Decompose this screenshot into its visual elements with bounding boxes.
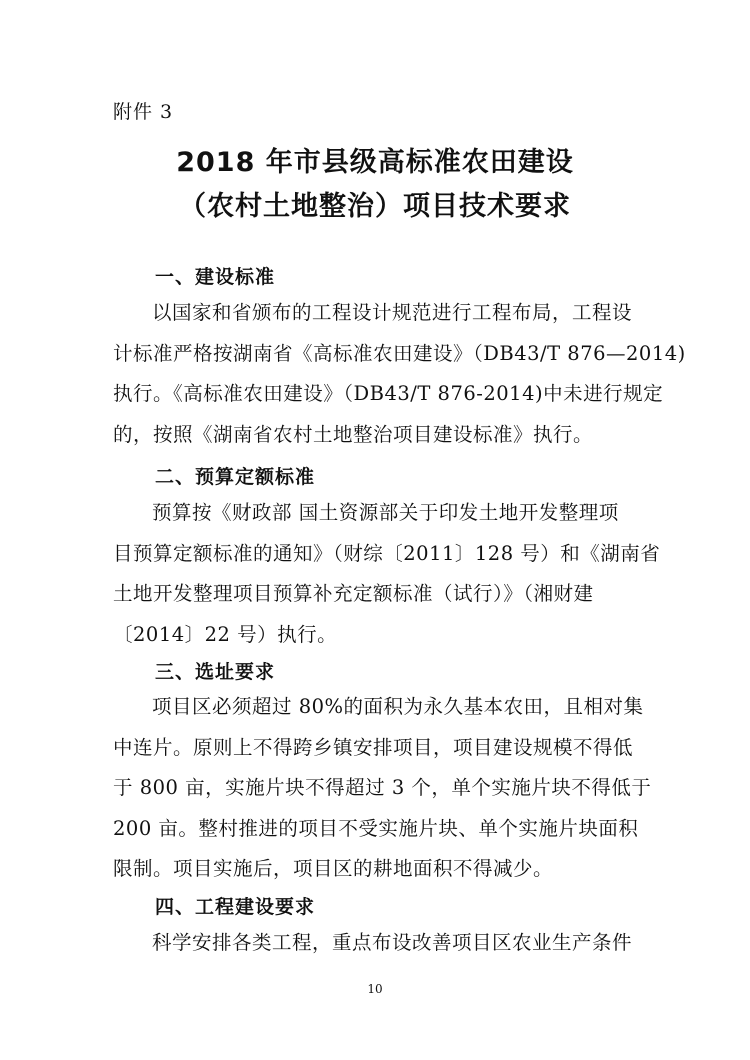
paragraph-line: 预算按《财政部 国土资源部关于印发土地开发整理项 xyxy=(152,501,619,524)
paragraph-line: 执行。《高标准农田建设》（DB43/T 876-2014)中未进行规定 xyxy=(113,382,664,405)
section-heading-engineering: 四、工程建设要求 xyxy=(155,896,316,918)
paragraph-line: 项目区必须超过 80%的面积为永久基本农田，且相对集 xyxy=(152,695,644,718)
section-heading-site-selection: 三、选址要求 xyxy=(155,661,276,683)
paragraph-line: 中连片。原则上不得跨乡镇安排项目，项目建设规模不得低 xyxy=(113,735,634,759)
section-body-site-selection xyxy=(113,687,652,890)
paragraph-line: 于 800 亩，实施片块不得超过 3 个，单个实施片块不得低于 xyxy=(113,776,652,799)
paragraph-line: 计标准严格按湖南省《高标准农田建设》（DB43/T 876—2014) xyxy=(113,341,686,365)
section-heading-standards: 一、建设标准 xyxy=(155,266,276,288)
document-title-line-2: （农村土地整治）项目技术要求 xyxy=(179,191,571,222)
paragraph-line: 的，按照《湖南省农村土地整治项目建设标准》执行。 xyxy=(113,422,594,446)
paragraph-line: 200 亩。整村推进的项目不受实施片块、单个实施片块面积 xyxy=(113,816,639,840)
section-body-budget xyxy=(113,493,661,655)
paragraph-line: 目预算定额标准的通知》（财综〔2011〕128 号）和《湖南省 xyxy=(113,541,661,565)
paragraph-line: 科学安排各类工程，重点布设改善项目区农业生产条件 xyxy=(152,931,633,954)
document-title-line-1: 2018 年市县级高标准农田建设 xyxy=(176,147,574,178)
annex-label: 附件 3 xyxy=(113,101,174,123)
paragraph-line: 〔2014〕22 号）执行。 xyxy=(113,622,338,646)
page-number: 10 xyxy=(367,982,383,996)
paragraph-line: 以国家和省颁布的工程设计规范进行工程布局，工程设 xyxy=(152,301,633,324)
section-body-standards xyxy=(113,293,686,455)
paragraph-line: 土地开发整理项目预算补充定额标准（试行）》（湘财建 xyxy=(113,582,594,605)
section-heading-budget: 二、预算定额标准 xyxy=(155,466,316,488)
paragraph-line: 限制。项目实施后，项目区的耕地面积不得减少。 xyxy=(113,857,554,880)
section-body-engineering xyxy=(113,923,637,964)
